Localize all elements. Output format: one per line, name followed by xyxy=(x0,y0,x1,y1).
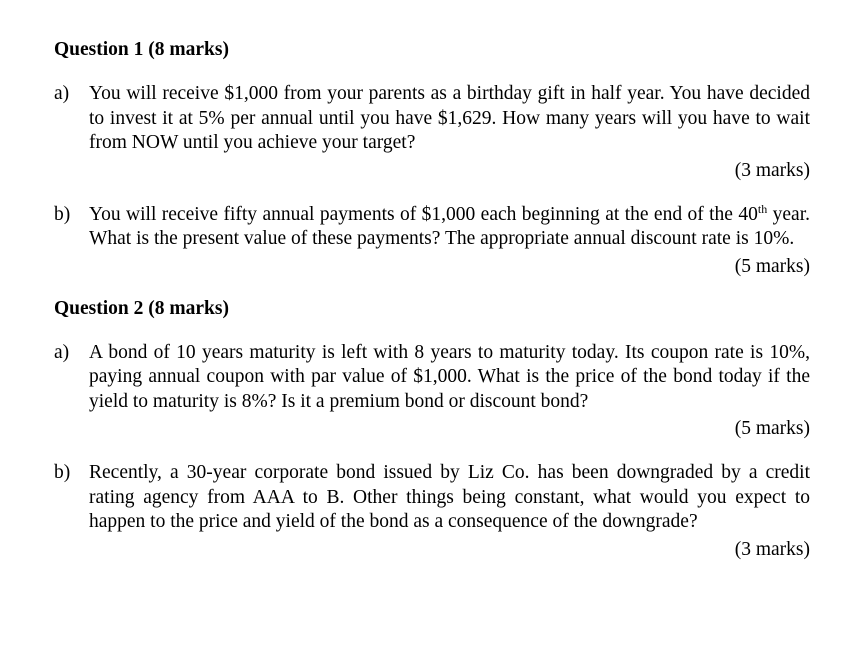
question-part xyxy=(54,461,810,562)
part-label: a) xyxy=(54,341,70,363)
part-text: A bond of 10 years maturity is left with 8 years to maturity today. Its coupon rate is 10%, paying annual coupon with par value of $1,000. What is the price of the bond today if the yield to maturity is 8%? Is it a premium bond or discount bond? xyxy=(89,341,810,412)
part-text: You will receive $1,000 from your parents as a birthday gift in half year. You have decided to invest it at 5% per annual until you have $1,629. How many years will you have to wait from NOW until you achieve your target? xyxy=(89,83,810,153)
part-label: b) xyxy=(54,203,71,225)
ordinal-superscript: th xyxy=(757,201,768,216)
part-text: Recently, a 30-year corporate bond issued by Liz Co. has been downgraded by a credit rating agency from AAA to B. Other things being constant, what would you expect to happen to the price and yield of the bond as a consequence of the downgrade? xyxy=(89,462,810,532)
question-1 xyxy=(54,38,810,279)
marks-label: (5 marks) xyxy=(734,418,810,439)
question-heading: Question 1 (8 marks) xyxy=(54,39,229,60)
question-part xyxy=(54,203,810,279)
marks-label: (3 marks) xyxy=(734,538,810,560)
marks-label: (5 marks) xyxy=(734,255,810,277)
part-text-before: You will receive fifty annual payments of $1,000 each beginning at the end of the 40 xyxy=(89,203,758,225)
part-text xyxy=(89,203,810,252)
part-label: b) xyxy=(54,462,71,483)
question-part xyxy=(54,82,810,183)
part-label: a) xyxy=(54,83,70,104)
question-part xyxy=(54,341,810,442)
marks-label: (3 marks) xyxy=(734,159,810,181)
exam-page xyxy=(54,30,810,562)
question-heading: Question 2 (8 marks) xyxy=(54,297,229,319)
part-text-after: year. What is the present value of these payments? The appropriate annual discount rate is 10%. xyxy=(89,203,810,249)
question-2 xyxy=(54,297,810,562)
